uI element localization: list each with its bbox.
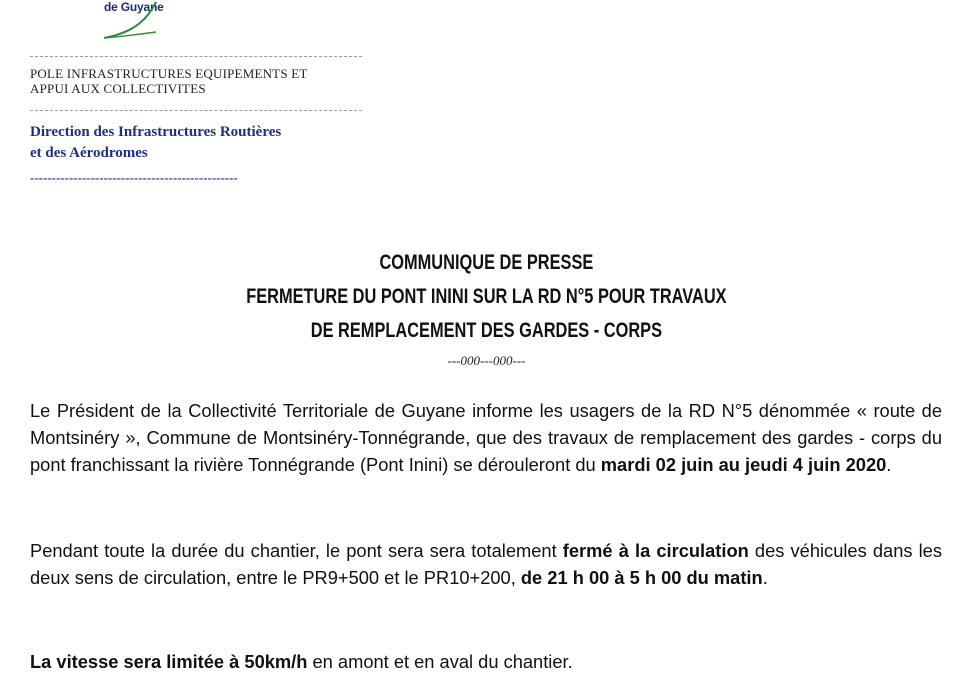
direction-dash-rule: ------------------------------------------------ [30,170,238,185]
header-divider-middle [30,110,362,111]
logo-text: de Guyane [104,0,164,14]
paragraph-2-text-a: Pendant toute la durée du chantier, le pont sera sera totalement [30,540,563,561]
paragraph-works-dates [30,397,942,478]
pole-line-2: APPUI AUX COLLECTIVITES [30,81,206,96]
title-line-2: FERMETURE DU PONT ININI SUR LA RD N°5 POUR TRAVAUX [246,285,727,308]
paragraph-2-closed: fermé à la circulation [562,540,749,561]
collectivite-logo [96,0,186,42]
direction-line-1: Direction des Infrastructures Routières [30,124,282,140]
paragraph-1-dates: mardi 02 juin au jeudi 4 juin 2020 [600,454,887,475]
paragraph-closure [30,537,942,591]
title-separator: ---000---000--- [447,353,526,368]
paragraph-3-text-a: en amont et en aval du chantier. [307,651,573,672]
paragraph-3-speed: La vitesse sera limitée à 50km/h [30,651,308,672]
pole-heading [30,66,308,96]
paragraph-2-text-c: . [762,567,768,588]
direction-line-2: et des Aérodromes [30,145,148,161]
paragraph-1-text-b: . [886,454,892,475]
paragraph-2-text-b: des véhicules dans les deux sens de circulation, entre le PR9+500 et le PR10+200, [30,540,942,588]
paragraph-speed-limit [30,648,942,675]
direction-heading [30,122,281,164]
press-release-title [107,246,866,348]
logo-swoosh-icon [96,0,186,42]
paragraph-1-text-a: Le Président de la Collectivité Territoriale de Guyane informe les usagers de la RD N°5 dénommée « route de Montsinéry », Commune de Montsinéry-Tonnégrande, que des travaux de remplacement des gardes - corps du pont franchissant la rivière Tonnégrande (Pont Inini) se dérouleront du [30,400,942,475]
title-line-1: COMMUNIQUE DE PRESSE [379,251,594,274]
title-line-3: DE REMPLACEMENT DES GARDES - CORPS [310,319,663,342]
header-divider-top [30,56,362,57]
paragraph-2-hours: de 21 h 00 à 5 h 00 du matin [520,567,763,588]
pole-line-1: POLE INFRASTRUCTURES EQUIPEMENTS ET [30,66,308,81]
